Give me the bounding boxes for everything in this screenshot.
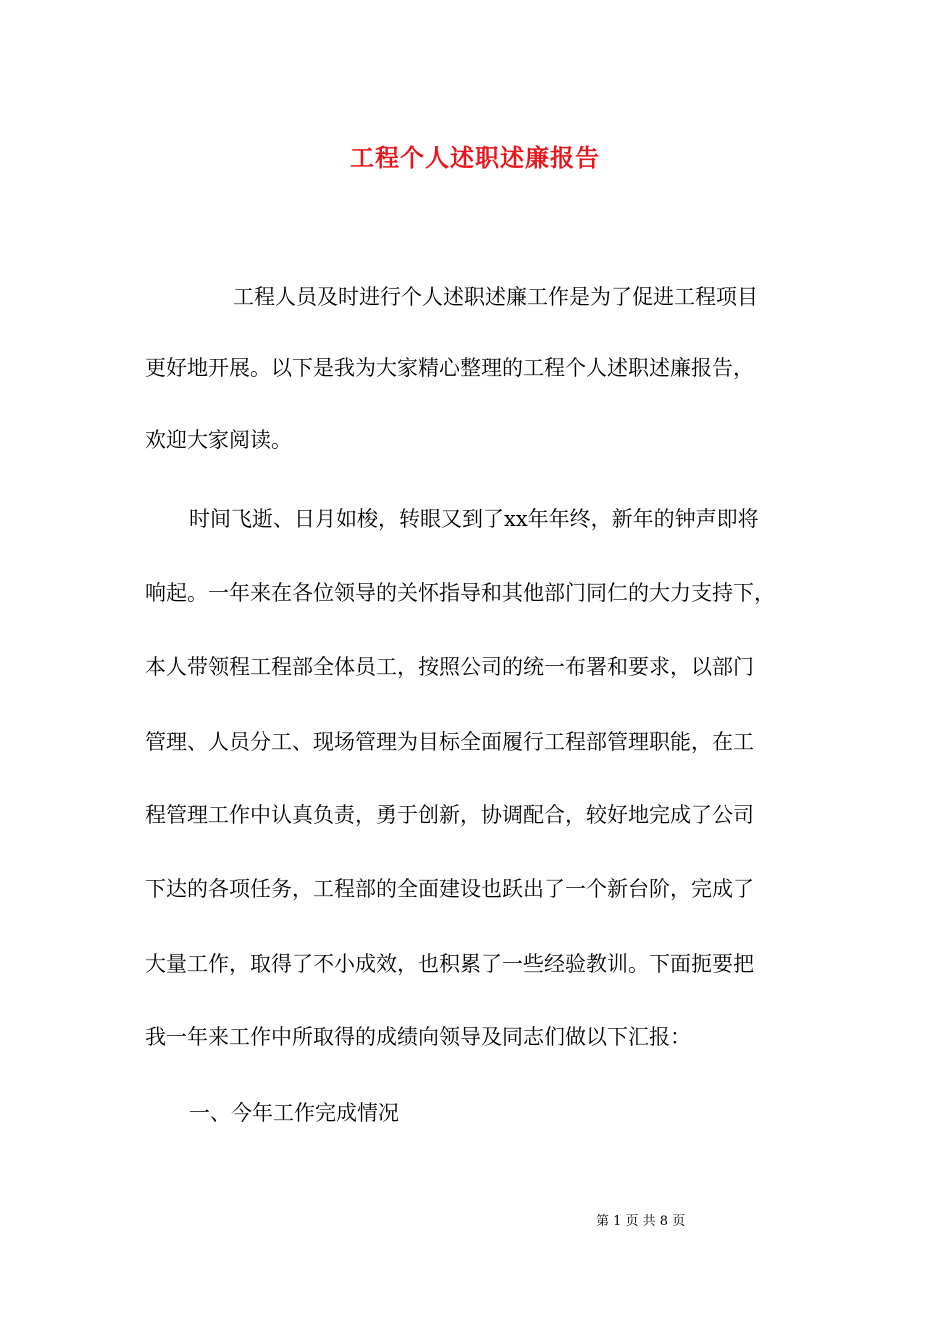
paragraph-line: 时间飞逝、日月如梭，转眼又到了xx年年终，新年的钟声即将 bbox=[189, 507, 759, 531]
paragraph-line: 管理、人员分工、现场管理为目标全面履行工程部管理职能，在工 bbox=[145, 730, 754, 754]
paragraph-line: 更好地开展。以下是我为大家精心整理的工程个人述职述廉报告， bbox=[145, 356, 754, 380]
paragraph-line: 我一年来工作中所取得的成绩向领导及同志们做以下汇报： bbox=[145, 1025, 691, 1049]
paragraph-line: 大量工作，取得了不小成效，也积累了一些经验教训。下面扼要把 bbox=[145, 952, 754, 976]
paragraph-line: 程管理工作中认真负责，勇于创新，协调配合，较好地完成了公司 bbox=[145, 803, 754, 827]
document-title: 工程个人述职述廉报告 bbox=[350, 143, 600, 172]
paragraph-line: 本人带领程工程部全体员工，按照公司的统一布署和要求，以部门 bbox=[145, 655, 754, 679]
paragraph-line: 下达的各项任务，工程部的全面建设也跃出了一个新台阶，完成了 bbox=[145, 877, 754, 901]
paragraph-line: 工程人员及时进行个人述职述廉工作是为了促进工程项目 bbox=[233, 285, 758, 309]
section-heading: 一、今年工作完成情况 bbox=[189, 1101, 399, 1125]
paragraph-line: 响起。一年来在各位领导的关怀指导和其他部门同仁的大力支持下， bbox=[145, 581, 775, 605]
paragraph-line: 欢迎大家阅读。 bbox=[145, 428, 292, 452]
page-number: 第 1 页 共 8 页 bbox=[596, 1214, 686, 1229]
